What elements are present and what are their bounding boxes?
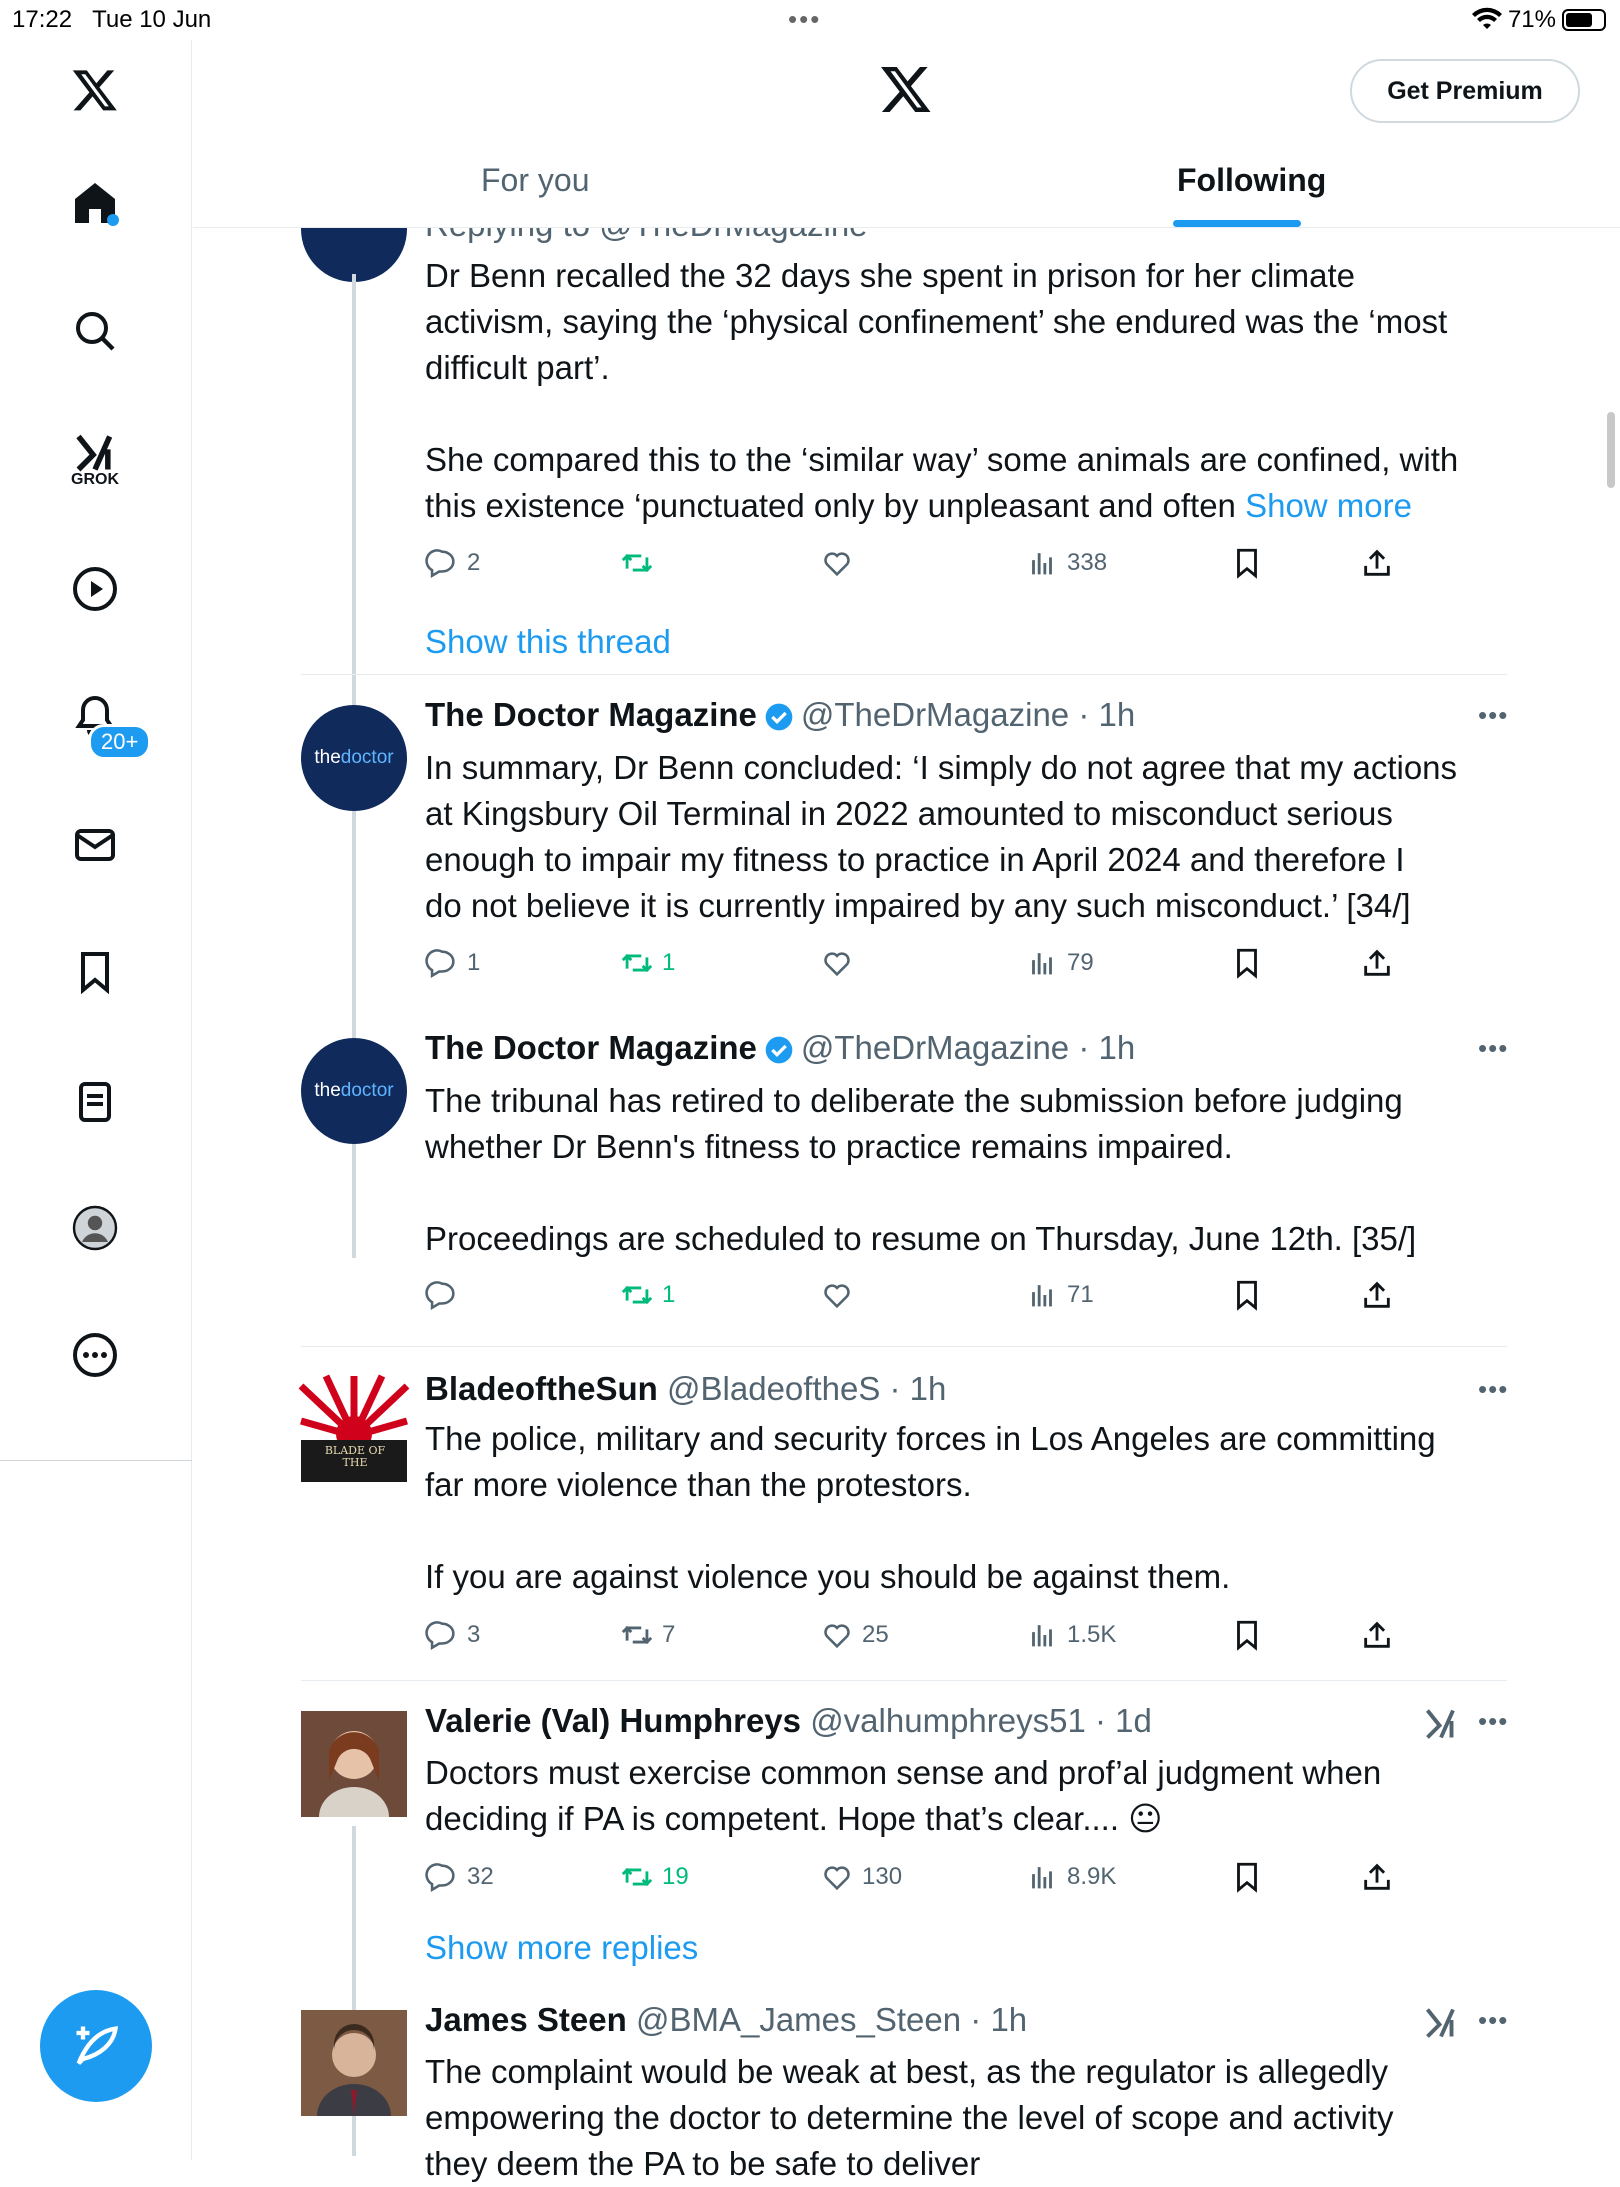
share-icon xyxy=(1360,1278,1394,1312)
status-right xyxy=(1472,6,1606,34)
share-icon xyxy=(1360,1860,1394,1894)
tweet-text: In summary, Dr Benn concluded: ‘I simply do not agree that my actions at Kingsbury Oil Terminal in 2022 amounted to misconduct serious enough to impair my fitness to practice in April 2024 and therefore I do not believe it is currently impaired by any such misconduct.’ [34/] xyxy=(425,749,1458,924)
reply-icon xyxy=(425,946,459,980)
tweet-divider xyxy=(301,1680,1507,1681)
retweet-button[interactable]: 1 xyxy=(620,1278,675,1312)
heart-icon xyxy=(820,546,854,580)
retweet-icon xyxy=(620,946,654,980)
tweet-actions xyxy=(425,1278,1425,1318)
bookmark-button[interactable] xyxy=(1230,946,1264,980)
tweet-more-icon[interactable]: ••• xyxy=(1478,2005,1509,2035)
bookmarks-icon[interactable] xyxy=(67,944,123,1000)
bookmark-icon xyxy=(1230,946,1264,980)
views-button[interactable]: 338 xyxy=(1025,546,1107,580)
tweet-handle: @TheDrMagazine · 1h xyxy=(800,696,1136,733)
multitask-dots[interactable]: ••• xyxy=(788,4,822,34)
bookmark-button[interactable] xyxy=(1230,1618,1264,1652)
views-icon xyxy=(1025,546,1059,580)
avatar[interactable] xyxy=(301,1711,407,1817)
video-icon[interactable] xyxy=(67,561,123,617)
bookmark-button[interactable] xyxy=(1230,1860,1264,1894)
reply-button[interactable]: 1 xyxy=(425,946,480,980)
tab-for-you[interactable]: For you xyxy=(481,162,590,198)
grok-label: GROK xyxy=(71,471,119,488)
share-button[interactable] xyxy=(1360,1278,1394,1312)
views-icon xyxy=(1025,1278,1059,1312)
like-button[interactable] xyxy=(820,546,862,580)
views-icon xyxy=(1025,946,1059,980)
messages-icon[interactable] xyxy=(67,817,123,873)
tweet-actions xyxy=(425,946,1425,986)
reply-button[interactable]: 2 xyxy=(425,546,480,580)
avatar[interactable] xyxy=(301,1376,407,1482)
grok-icon[interactable] xyxy=(1423,1706,1459,1742)
lists-icon[interactable] xyxy=(67,1074,123,1130)
verified-badge-icon xyxy=(763,1034,795,1066)
heart-icon xyxy=(820,946,854,980)
heart-icon xyxy=(820,1860,854,1894)
share-button[interactable] xyxy=(1360,1618,1394,1652)
heart-icon xyxy=(820,1618,854,1652)
verified-badge-icon xyxy=(763,701,795,733)
views-button[interactable]: 1.5K xyxy=(1025,1618,1116,1652)
tweet-author[interactable]: James Steen @BMA_James_Steen · 1h xyxy=(425,2001,1028,2038)
profile-icon[interactable] xyxy=(67,1200,123,1256)
compose-button[interactable] xyxy=(40,1990,152,2102)
retweet-icon xyxy=(620,1860,654,1894)
share-button[interactable] xyxy=(1360,1860,1394,1894)
avatar[interactable]: the doctor xyxy=(301,705,407,811)
tweet-actions xyxy=(425,546,1425,586)
share-button[interactable] xyxy=(1360,546,1394,580)
reply-icon xyxy=(425,1860,459,1894)
sidebar xyxy=(0,40,192,2160)
reply-icon xyxy=(425,1278,459,1312)
scrollbar[interactable] xyxy=(1607,412,1615,488)
tweet-handle: @TheDrMagazine · 1h xyxy=(800,1029,1136,1066)
tweet-more-icon[interactable]: ••• xyxy=(1478,700,1509,730)
show-thread-link[interactable]: Show this thread xyxy=(425,623,671,660)
like-button[interactable]: 130 xyxy=(820,1860,902,1894)
tweet-more-icon[interactable]: ••• xyxy=(1478,1706,1509,1736)
grok-icon[interactable] xyxy=(67,420,123,500)
like-button[interactable] xyxy=(820,946,862,980)
views-button[interactable]: 8.9K xyxy=(1025,1860,1116,1894)
person-avatar-icon xyxy=(301,2010,407,2116)
views-icon xyxy=(1025,1860,1059,1894)
battery-icon xyxy=(1562,9,1606,31)
show-more-link[interactable]: Show more xyxy=(1245,487,1412,524)
reply-icon xyxy=(425,1618,459,1652)
get-premium-button[interactable]: Get Premium xyxy=(1350,59,1580,123)
more-icon[interactable] xyxy=(67,1327,123,1383)
show-more-replies-link[interactable]: Show more replies xyxy=(425,1929,699,1966)
tweet-author[interactable]: Valerie (Val) Humphreys @valhumphreys51 · 1d xyxy=(425,1702,1152,1739)
bookmark-icon xyxy=(1230,546,1264,580)
reply-button[interactable] xyxy=(425,1278,467,1312)
x-logo-icon[interactable] xyxy=(67,62,123,118)
retweet-button[interactable]: 19 xyxy=(620,1860,689,1894)
tweet-author[interactable]: The Doctor Magazine @TheDrMagazine · 1h xyxy=(425,696,1136,733)
like-button[interactable]: 25 xyxy=(820,1618,889,1652)
heart-icon xyxy=(820,1278,854,1312)
home-notification-dot xyxy=(107,214,119,226)
retweet-icon xyxy=(620,546,654,580)
avatar[interactable] xyxy=(301,2010,407,2116)
retweet-icon xyxy=(620,1278,654,1312)
bookmark-icon xyxy=(1230,1278,1264,1312)
reply-icon xyxy=(425,546,459,580)
status-time: 17:22 Tue 10 Jun xyxy=(12,6,212,33)
person-avatar-icon xyxy=(301,1711,407,1817)
reply-button[interactable]: 3 xyxy=(425,1618,480,1652)
views-button[interactable]: 79 xyxy=(1025,946,1094,980)
notifications-badge: 20+ xyxy=(88,724,151,760)
retweet-icon xyxy=(620,1618,654,1652)
share-button[interactable] xyxy=(1360,946,1394,980)
avatar-text: BLADE OF THE xyxy=(324,1444,386,1469)
tweet-text: Doctors must exercise common sense and prof’al judgment when deciding if PA is competent. Hope that’s clear.... 😐 xyxy=(425,1754,1382,1837)
search-icon[interactable] xyxy=(67,303,123,359)
views-icon xyxy=(1025,1618,1059,1652)
tweet-handle: @BMA_James_Steen · 1h xyxy=(635,2001,1028,2038)
retweet-button[interactable]: 1 xyxy=(620,946,675,980)
grok-icon[interactable] xyxy=(1423,2005,1459,2041)
tweet-text: The tribunal has retired to deliberate the submission before judging whether Dr Benn's fitness to practice remains impaired. Proceedings are scheduled to resume on Thursday, June 12th. [35/] xyxy=(425,1082,1417,1257)
tweet-divider xyxy=(301,1346,1507,1347)
tweet-author[interactable]: The Doctor Magazine @TheDrMagazine · 1h xyxy=(425,1029,1136,1066)
share-icon xyxy=(1360,546,1394,580)
tweet-actions xyxy=(425,1618,1425,1658)
bookmark-icon xyxy=(1230,1860,1264,1894)
tweet-handle: @BladeoftheS · 1h xyxy=(667,1370,947,1407)
tweet-author[interactable]: BladeoftheSun @BladeoftheS · 1h xyxy=(425,1370,947,1407)
like-button[interactable] xyxy=(820,1278,862,1312)
reply-button[interactable]: 32 xyxy=(425,1860,494,1894)
tab-following[interactable]: Following xyxy=(1177,162,1327,198)
views-button[interactable]: 71 xyxy=(1025,1278,1094,1312)
tweet-actions xyxy=(425,1860,1425,1900)
bookmark-icon xyxy=(1230,1618,1264,1652)
timeline xyxy=(193,228,1620,2182)
wifi-icon xyxy=(1472,9,1502,31)
sidebar-divider xyxy=(0,1460,192,1461)
tweet-text: The police, military and security forces in Los Angeles are committing far more violence than the protestors. If you are against violence you should be against them. xyxy=(425,1420,1436,1595)
share-icon xyxy=(1360,946,1394,980)
tweet-more-icon[interactable]: ••• xyxy=(1478,1374,1509,1404)
avatar[interactable]: the doctor xyxy=(301,1038,407,1144)
tweet-text: The complaint would be weak at best, as the regulator is allegedly empowering the doctor to determine the level of scope and activity they deem the PA to be safe to deliver xyxy=(425,2053,1394,2182)
top-header xyxy=(193,40,1620,228)
tweet-text: Dr Benn recalled the 32 days she spent in prison for her climate activism, saying the ‘physical confinement’ she endured was the ‘most difficult part’. She compared this to the ‘similar way’ some animals are confined, with this existence ‘punctuated only by unpleasant and often Show more xyxy=(425,257,1459,524)
share-icon xyxy=(1360,1618,1394,1652)
tweet-handle: @valhumphreys51 · 1d xyxy=(810,1702,1152,1739)
active-tab-indicator xyxy=(1173,220,1301,227)
battery-percent: 71% xyxy=(1507,6,1556,33)
tweet-more-icon[interactable]: ••• xyxy=(1478,1033,1509,1063)
retweet-button[interactable]: 7 xyxy=(620,1618,675,1652)
retweet-button[interactable] xyxy=(620,546,662,580)
status-bar xyxy=(0,0,1620,40)
compose-icon xyxy=(70,2020,122,2072)
tweet-divider xyxy=(301,674,1507,675)
x-logo-center-icon[interactable] xyxy=(879,62,933,116)
bookmark-button[interactable] xyxy=(1230,1278,1264,1312)
bookmark-button[interactable] xyxy=(1230,546,1264,580)
